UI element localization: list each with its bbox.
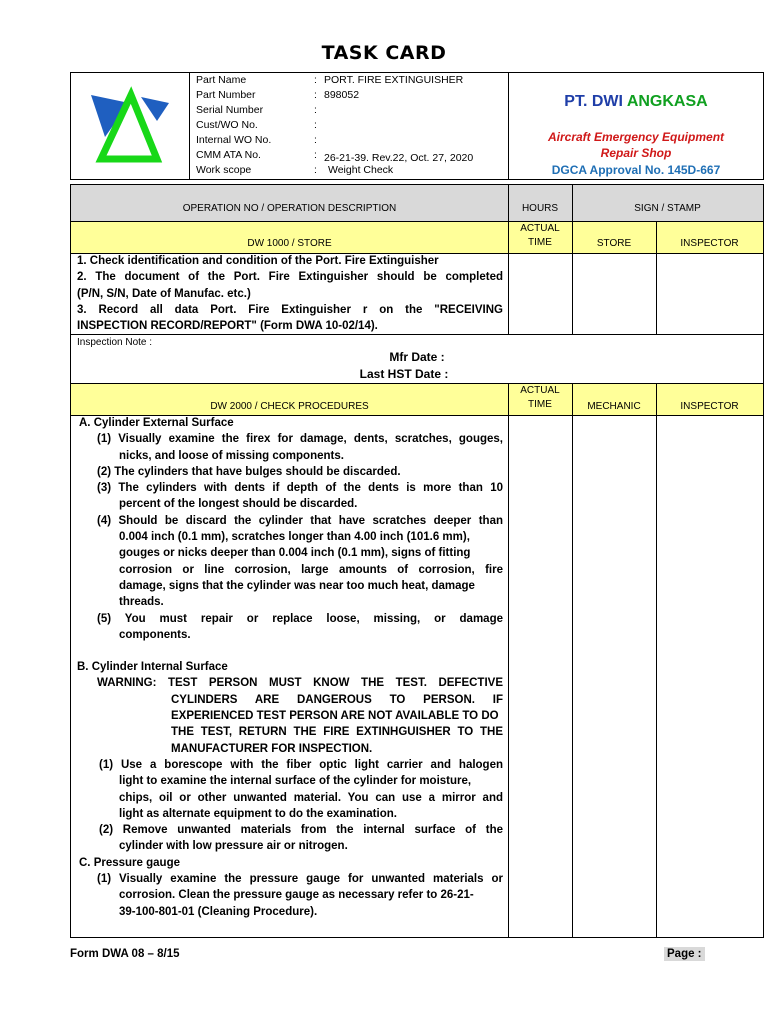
grid-line — [71, 415, 763, 416]
grid-line — [71, 334, 763, 335]
col-hours-header: HOURS — [521, 203, 559, 214]
grid-line — [656, 383, 657, 937]
field-internal-wo: Internal WO No. : — [196, 134, 317, 146]
dgca-approval: DGCA Approval No. 145D-667 — [551, 163, 721, 177]
section1-col-inspector: INSPECTOR — [680, 238, 739, 249]
company-info — [509, 73, 763, 179]
company-logo-icon — [71, 73, 189, 179]
grid-line — [656, 221, 657, 334]
field-cust-wo: Cust/WO No. : — [196, 119, 317, 131]
last-hst-date: Last HST Date : — [359, 367, 449, 381]
company-name: PT. DWI ANGKASA — [564, 93, 708, 110]
grid-line — [71, 253, 763, 254]
part-info — [190, 73, 509, 179]
section1-title: DW 1000 / STORE — [247, 238, 332, 249]
section2-steps: A. Cylinder External Surface (1) Visually examine the firex for damage, dents, scratches, gouges, nicks, and loose of missing components. (2) The cylinders that have bulges should be discarded. (3) The cylinders with dents if depth of the dents is more than 10 percent of the longest should be discarded. (4) Should be discard the cylinder that have scratches deeper than 0.004 inch (0.1 mm), scratches longer than 4.00 inch (101.6 mm), gouges or nicks deeper than 0.004 inch (0.1 mm), signs of fitting corrosion or line corrosion, large amounts of corrosion, fire damage, signs that the cylinder was near too much heat, damage threads. (5) You must repair or replace loose, missing, or damage components. B. Cylinder Internal Surface WARNING: TEST PERSON MUST KNOW THE TEST. DEFECTIVE CYLINDERS ARE DANGEROUS TO PERSON. IF EXPERIENCED TEST PERSON ARE NOT AVAILABLE TO DO THE TEST, RETURN THE FIRE EXTINHGUISHER TO THE MANUFACTURER FOR INSPECTION. (1) Use a borescope with the fiber optic light carrier and halogen light to examine the internal surface of the cylinder for moisture, chips, oil or other unwanted material. You can use a mirror and light as alternate equipment to do the examination. (2) Remove unwanted materials from the internal surface of the cylinder with low pressure air or nitrogen. C. Pressure gauge (1) Visually examine the pressure gauge for unwanted materials or corrosion. Clean the pressure gauge as necessary refer to 26-21- 39-100-801-01 (Cleaning Procedure). — [77, 417, 503, 918]
section1-col-store: STORE — [596, 238, 632, 249]
company-subtitle: Aircraft Emergency Equipment Repair Shop — [547, 130, 725, 160]
page-title: TASK CARD — [321, 42, 447, 64]
col-sign-header: SIGN / STAMP — [634, 203, 701, 214]
operations-table — [70, 184, 764, 938]
mfr-date: Mfr Date : — [389, 350, 445, 364]
grid-line — [508, 185, 509, 334]
field-part-number: Part Number : 898052 — [196, 89, 360, 101]
grid-line — [572, 185, 573, 334]
section2-col-inspector: INSPECTOR — [680, 401, 739, 412]
grid-line — [572, 383, 573, 937]
grid-line — [508, 383, 509, 937]
inspection-note-label: Inspection Note : — [77, 337, 153, 348]
header-box — [70, 72, 764, 180]
grid-line — [71, 383, 763, 384]
section2-title: DW 2000 / CHECK PROCEDURES — [210, 401, 369, 412]
section2-actual-time: ACTUAL TIME — [520, 385, 560, 410]
logo-cell — [71, 73, 190, 179]
col-operation-header: OPERATION NO / OPERATION DESCRIPTION — [182, 203, 397, 214]
section1-steps: 1. Check identification and condition of the Port. Fire Extinguisher 2. The document of the Port. Fire Extinguisher should be completed (P/N, S/N, Date of Manufac. etc.) 3. Record all data Port. Fire Extinguisher r on the "RECEIVING INSPECTION RECORD/REPORT" (Form DWA 10-02/14). — [77, 255, 503, 333]
section2-col-mechanic: MECHANIC — [587, 401, 641, 412]
field-work-scope: Work scope : Weight Check — [196, 164, 394, 176]
field-cmm-ata: CMM ATA No. : 26-21-39. Rev.22, Oct. 27, 2020 — [196, 149, 474, 164]
section1-actual-time: ACTUAL TIME — [520, 223, 560, 248]
field-part-name: Part Name : PORT. FIRE EXTINGUISHER — [196, 74, 464, 86]
form-number: Form DWA 08 – 8/15 — [70, 948, 180, 960]
grid-line — [71, 221, 763, 222]
field-serial-number: Serial Number : — [196, 104, 317, 116]
page-label: Page : — [664, 947, 705, 961]
